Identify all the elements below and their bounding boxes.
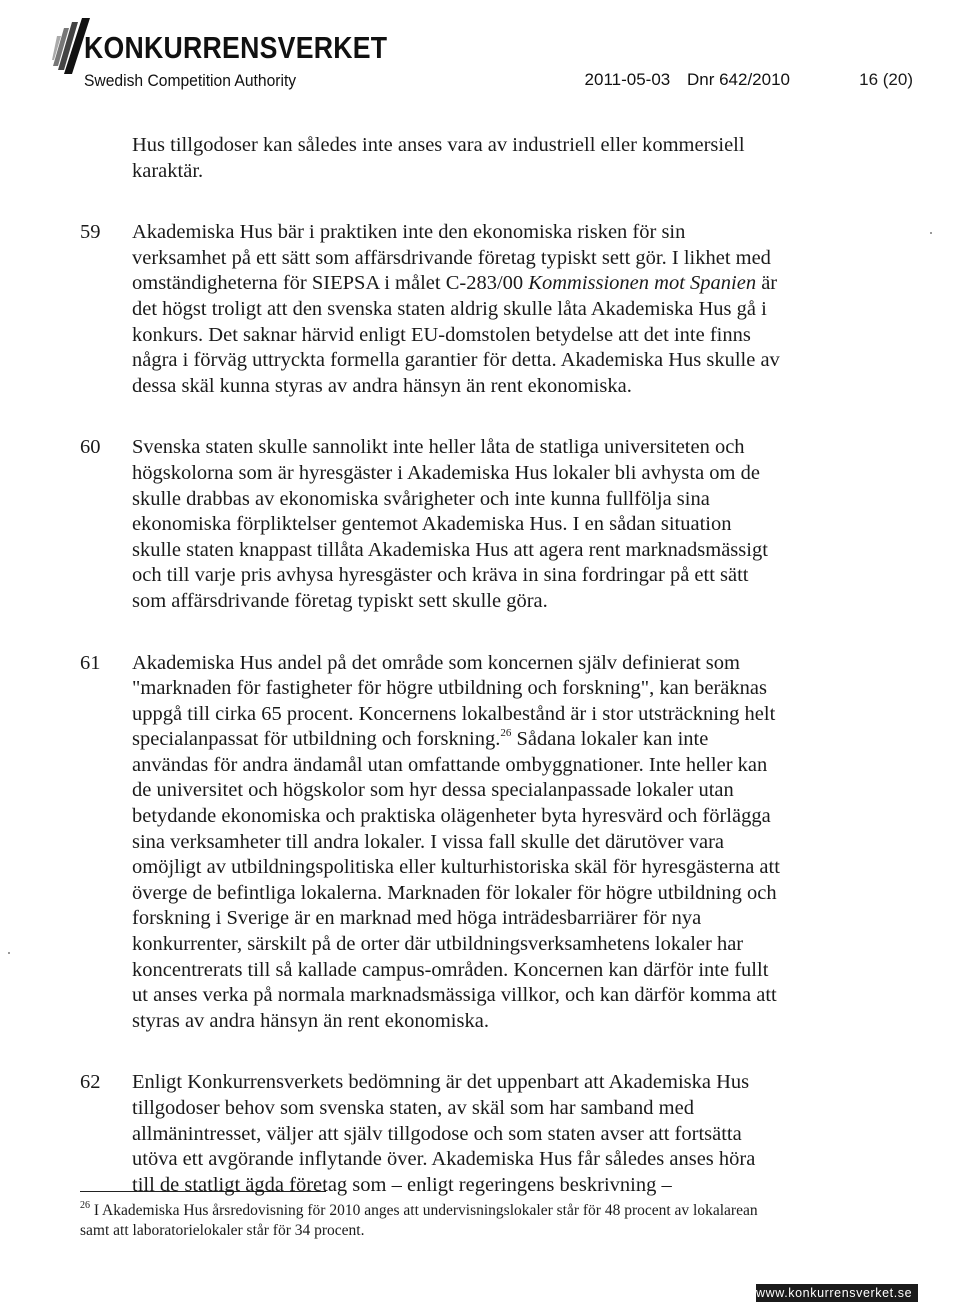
scan-mark: [930, 232, 932, 234]
paragraph-text: Enligt Konkurrensverkets bedömning är det uppenbart att Akademiska Hus tillgodoser behov som svenska staten, av skäl som har samband med allmänintresset, väljer att själv tillgodose och som staten avser att fortsätta utöva ett avgörande inflytande över. Akademiska Hus får således anses höra till de statligt ägda företag som – enligt regeringens beskrivning –: [132, 1071, 756, 1196]
footnote-text: I Akademiska Hus årsredovisning för 2010 anges att undervisningslokaler står för 48 procent av lokalarean samt att laboratorielokaler står för 34 procent.: [80, 1202, 758, 1239]
paragraph-text-part: Akademiska Hus bär i praktiken inte den ekonomiska risken för sin verksamhet på ett sätt som affärsdrivande företag typiskt sett gör. I likhet med omständigheterna för SIEPSA i målet C-283/00: [132, 221, 771, 295]
document-reference: Dnr 642/2010: [686, 70, 790, 89]
paragraph-number: 61: [80, 651, 101, 674]
paragraph-61: [80, 651, 780, 1035]
paragraph-number: 60: [80, 436, 101, 459]
footnote: [80, 1201, 760, 1241]
footnote-number: 26: [80, 1199, 90, 1211]
document-meta: [585, 71, 810, 88]
brand-name: KONKURRENSVERKET: [84, 30, 388, 65]
paragraph-text: [132, 220, 780, 399]
paragraph-text-part: Akademiska Hus andel på det område som koncernen själv definierat som "marknaden för fastigheter för högre utbildning och forskning", kan beräknas uppgå till cirka 65 procent. Koncernens lokalbestånd är i stor utsträckning helt specialanpassat för utbildning och forskning.: [132, 651, 776, 751]
website-link[interactable]: www.konkurrensverket.se: [756, 1284, 918, 1302]
paragraph-text: Svenska staten skulle sannolikt inte heller låta de statliga universiteten och högskolorna som är hyresgäster i Akademiska Hus lokaler bli avhysta om de skulle drabbas av ekonomiska svårigheter och inte kunna fullfölja sina ekonomiska förpliktelser gentemot Akademiska Hus. I en sådan situation skulle staten knappast tillåta Akademiska Hus att agera rent marknadsmässigt och till varje pris avhysa hyresgäster och kräva in sina fordringar på ett sätt som affärsdrivande företag typiskt sett skulle göra.: [132, 436, 768, 612]
paragraph-number: 59: [80, 221, 101, 244]
footnote-divider: [80, 1191, 326, 1192]
paragraph-62: [80, 1070, 780, 1198]
footnote-reference[interactable]: 26: [500, 727, 512, 740]
paragraph-text: [132, 651, 780, 1035]
paragraph-text: Hus tillgodoser kan således inte anses vara av industriell eller kommersiell karaktär.: [132, 134, 745, 182]
paragraph-number: 62: [80, 1071, 101, 1094]
document-body: [80, 133, 780, 1198]
page-header: [0, 0, 960, 110]
paragraph-text-part: Sådana lokaler kan inte användas för andra ändamål utan omfattande ombyggnationer. Inte heller kan de universitet och högskolor som hyr dessa specialanpassade lokaler utan betydande ekonomiska och praktiska olägenheter byta hyresvärd och förlägga sina verksamheter till andra lokaler. I vissa fall skulle det därutöver vara omöjligt av utbildningspolitiska eller kulturhistoriska skäl för hyresgästerna att överge de befintliga lokalerna. Marknaden för lokaler för högre utbildning och forskning i Sverige är en marknad med höga inträdesbarriärer för nya konkurrenter, särskilt på de orter där utbildningsverksamhetens lokaler har koncentrerats till så kallade campus-områden. Koncernen kan därför inte fullt ut anses verka på normala marknadsmässiga villkor, och kan därför komma att styras av andra hänsyn än rent ekonomiska.: [132, 728, 780, 1032]
paragraph-59: [80, 220, 780, 399]
paragraph-intro: [80, 133, 780, 184]
paragraph-60: [80, 435, 780, 614]
case-name: Kommissionen mot Spanien: [528, 272, 757, 295]
paragraph-text-part: är det högst troligt att den svenska staten aldrig skulle låta Akademiska Hus gå i konkurs. Det saknar härvid enligt EU-domstolen betydelse att det inte finns några i förväg uttryckta formella garantier för detta. Akademiska Hus skulle av dessa skäl kunna styras av andra hänsyn än rent ekonomiska.: [132, 272, 780, 397]
brand-subtitle: Swedish Competition Authority: [84, 71, 297, 90]
scan-mark: [8, 952, 10, 954]
page-number: 16 (20): [859, 70, 913, 89]
document-date: 2011-05-03: [584, 70, 671, 89]
